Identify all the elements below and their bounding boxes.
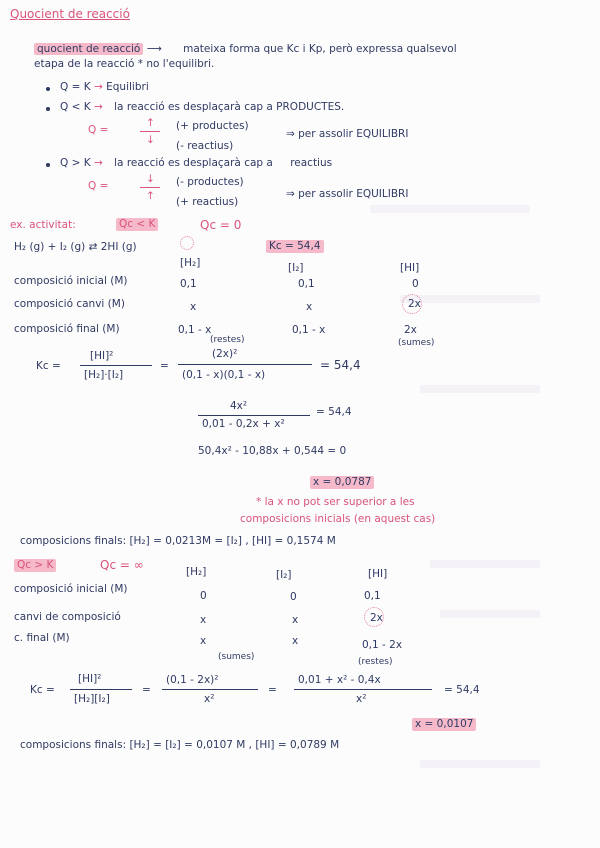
cell: 0,1 [364,590,381,602]
quotient-label: Q = [88,124,109,136]
case-conclusion: ⇒ per assolir EQUILIBRI [286,128,409,140]
cell: 0,1 - x [292,324,326,336]
cell: x [190,301,197,313]
bleed-through [420,760,540,768]
denominator: x² [356,693,367,705]
note-restes: (restes) [358,657,393,667]
numerator: (0,1 - 2x)² [166,674,219,686]
case-more: Q > K → la reacció es desplaçarà cap a reactius [60,157,333,169]
row-label: composició inicial (M) [14,583,128,595]
fraction-bar [294,689,432,690]
cell: 0 [200,590,207,602]
result: = 54,4 [320,358,361,372]
col-header-i2: [I₂] [276,569,292,581]
qc-value: Qc = ∞ [100,558,144,572]
cell: 0,1 [298,278,315,290]
quotient-label: Q = [88,180,109,192]
definition-line-2: etapa de la reacció * no l'equilibri. [34,58,215,70]
cell: 2x [404,324,417,336]
solution-x: x = 0,0107 [412,718,476,731]
cell: x [200,614,207,626]
down-arrow-icon: ↓ [146,134,155,146]
up-arrow-icon: ↑ [146,190,155,202]
denominator-text: (+ reactius) [176,196,239,208]
row-label: composició inicial (M) [14,275,128,287]
arrow-icon: → [93,157,103,169]
row-label: composició final (M) [14,323,120,335]
quadratic: 50,4x² - 10,88x + 0,544 = 0 [198,445,347,457]
arrow-icon: → [93,81,103,93]
col-header-h2: [H₂] [180,257,201,269]
kc-label: Kc = [36,360,61,372]
numerator: 0,01 + x² - 0,4x [298,674,381,686]
denominator-text: (- reactius) [176,140,234,152]
col-header-h2: [H₂] [186,566,207,578]
term-highlight: quocient de reacció [34,43,143,55]
highlight-circle [180,236,194,250]
bullet [46,87,50,91]
col-header-i2: [I₂] [288,262,304,274]
row-label: composició canvi (M) [14,298,125,310]
example-label: ex. activitat: [10,219,76,231]
cell: 0,1 - 2x [362,639,403,651]
row-label: canvi de composició [14,611,121,623]
fraction-bar [162,689,258,690]
case-less: Q < K → la reacció es desplaçarà cap a PRODUCTES. [60,101,345,113]
numerator: (2x)² [212,348,238,360]
note-restes: (restes) [210,335,245,345]
cell: x [292,614,299,626]
numerator-text: (+ productes) [176,120,249,132]
bullet [46,107,50,111]
col-header-hi: [HI] [400,262,420,274]
fraction-bar [178,364,312,365]
cell: 0,1 [180,278,197,290]
numerator: [HI]² [78,673,102,685]
denominator: 0,01 - 0,2x + x² [202,418,285,430]
denominator: [H₂][I₂] [74,693,110,705]
numerator: 4x² [230,400,248,412]
numerator: [HI]² [90,350,114,362]
cell: 0 [412,278,419,290]
final-compositions: composicions finals: [H₂] = [I₂] = 0,0107 M , [HI] = 0,0789 M [20,739,340,751]
result: = 54,4 [316,406,352,418]
bullet [46,163,50,167]
fraction-bar [80,365,152,366]
bleed-through [440,610,540,618]
note-line-2: composicions inicials (en aquest cas) [240,513,436,525]
fraction-bar [140,131,160,132]
numerator-text: (- productes) [176,176,244,188]
bleed-through [430,560,540,568]
condition-tag: Qc < K [116,218,158,231]
fraction-bar [70,689,132,690]
bleed-through [420,385,540,393]
note-sumes: (sumes) [398,338,435,348]
cell: x [306,301,313,313]
case-conclusion: ⇒ per assolir EQUILIBRI [286,188,409,200]
cell: x [292,635,299,647]
cell: x [200,635,207,647]
down-arrow-icon: ↓ [146,173,155,185]
denominator: x² [204,693,215,705]
result: = 54,4 [444,684,480,696]
kc-label: Kc = [30,684,55,696]
cell: 0,1 - x [178,324,212,336]
condition-tag: Qc > K [14,559,56,572]
equals: = [268,684,277,696]
equals: = [160,360,169,372]
qc-value: Qc = 0 [200,218,242,232]
note-line-1: * la x no pot ser superior a les [256,496,415,508]
cell: 2x [408,298,421,310]
bleed-through [370,205,530,213]
cell: 2x [370,612,383,624]
note-sumes: (sumes) [218,652,255,662]
up-arrow-icon: ↑ [146,117,155,129]
definition-line-1 [34,43,457,56]
solution-x: x = 0,0787 [310,476,374,489]
final-compositions: composicions finals: [H₂] = 0,0213M = [I₂] , [HI] = 0,1574 M [20,535,336,547]
denominator: [H₂]·[I₂] [84,369,124,381]
definition-arrow: ⟶ [146,43,162,55]
col-header-hi: [HI] [368,568,388,580]
row-label: c. final (M) [14,632,70,644]
fraction-bar [198,415,310,416]
arrow-icon: → [93,101,103,113]
equals: = [142,684,151,696]
reaction-equation: H₂ (g) + I₂ (g) ⇄ 2HI (g) [14,241,137,253]
page-title: Quocient de reacció [10,7,130,21]
case-equal: Q = K → Equilibri [60,81,149,93]
kc-value: Kc = 54,4 [266,240,324,253]
definition-text: mateixa forma que Kc i Kp, però expressa qualsevol [183,43,457,55]
fraction-bar [140,187,160,188]
denominator: (0,1 - x)(0,1 - x) [182,369,266,381]
cell: 0 [290,591,297,603]
